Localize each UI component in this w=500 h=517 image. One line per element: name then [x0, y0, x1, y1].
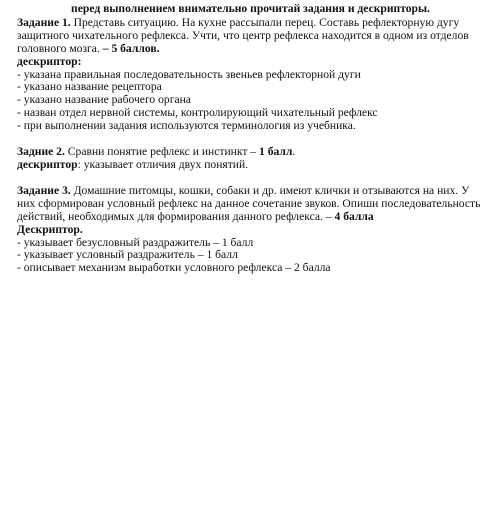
task-2-descriptor-label: дескриптор	[17, 157, 78, 171]
task-1-text: Представь ситуацию. На кухне рассыпали перец. Составь рефлекторную дугу защитного чихательного рефлекса. Учти, что центр рефлекса находится в одном из отделов головного мозга.	[17, 15, 469, 55]
task-1-descriptor-title: дескриптор:	[17, 54, 82, 68]
list-item: - указывает условный раздражитель – 1 балл	[17, 248, 238, 262]
task-2-points: 1 балл	[259, 145, 293, 159]
task-1-label: Задание 1.	[17, 15, 71, 29]
list-item: - указано название рабочего органа	[17, 93, 191, 107]
task-2	[17, 146, 490, 172]
task-3-points: 4 балла	[334, 209, 374, 223]
list-item: - назван отдел нервной системы, контролирующий чихательный рефлекс	[17, 106, 378, 120]
task-1	[17, 17, 490, 133]
list-item: - указана правильная последовательность звеньев рефлекторной дуги	[17, 67, 361, 81]
list-item: - описывает механизм выработки условного рефлекса – 2 балла	[17, 261, 331, 275]
list-item: - при выполнении задания используются терминология из учебника.	[17, 119, 356, 133]
task-2-descriptor	[17, 159, 490, 172]
task-1-descriptor-list	[17, 69, 490, 134]
task-2-text: Сравни понятие рефлекс и инстинкт –	[64, 145, 260, 159]
task-2-descriptor-text: : указывает отличия двух понятий.	[77, 157, 249, 171]
task-1-points: – 5 баллов.	[99, 41, 160, 55]
task-3-descriptor-list	[17, 237, 490, 276]
task-1-statement	[17, 17, 490, 56]
instruction-line: перед выполнением внимательно прочитай задания и дескрипторы.	[71, 2, 430, 15]
task-3	[17, 185, 490, 275]
task-3-label: Задание 3.	[17, 183, 71, 197]
task-3-text: Домашние питомцы, кошки, собаки и др. имеют клички и отзываются на них. У них сформирован условный рефлекс на данное сочетание звуков. Опиши последовательность действий, необходимых для формирования данного рефлекса. –	[17, 183, 481, 223]
task-2-label: Задние 2.	[17, 145, 65, 159]
list-item: - указывает безусловный раздражитель – 1 балл	[17, 235, 254, 249]
list-item: - указано название рецептора	[17, 80, 162, 94]
task-3-statement	[17, 185, 490, 224]
task-3-descriptor-title: Дескриптор.	[17, 222, 83, 236]
task-2-end: .	[292, 145, 296, 159]
